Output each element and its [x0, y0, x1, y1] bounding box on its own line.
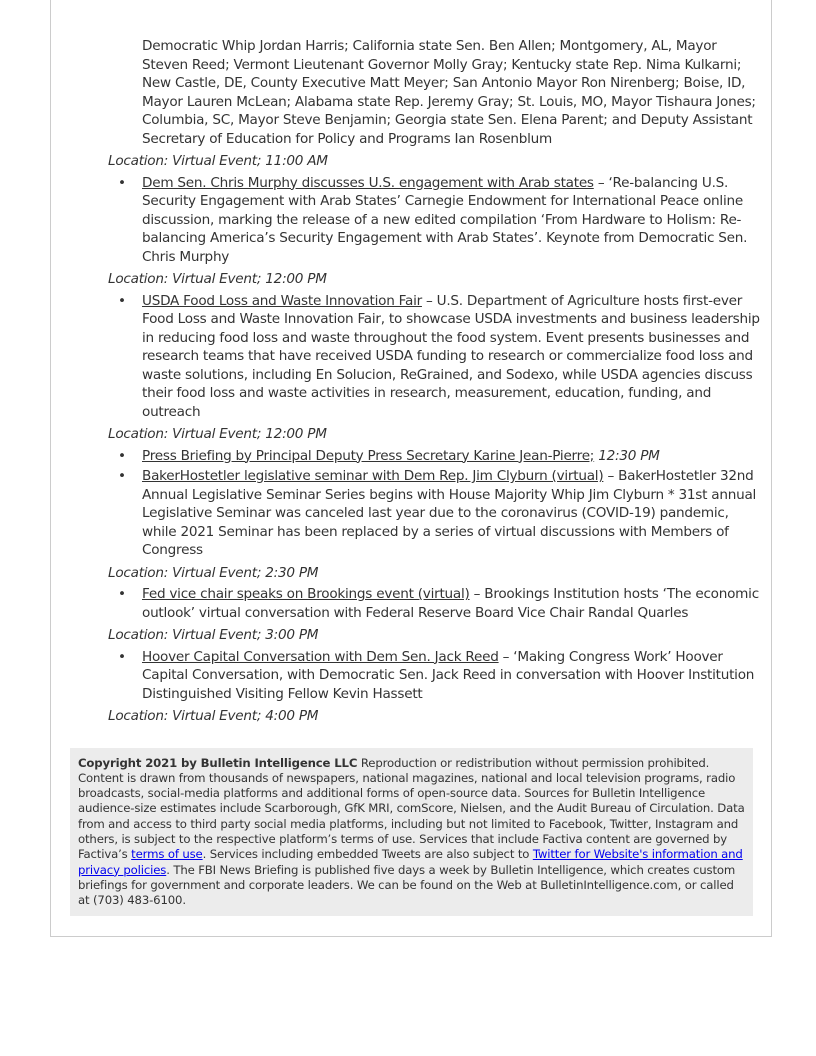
event-bullets [108, 174, 760, 267]
event-bullets [108, 648, 760, 704]
event-blocks [108, 152, 760, 726]
event-location: Location: Virtual Event; 12:00 PM [108, 426, 327, 442]
email-frame [50, 0, 772, 937]
event-title-link[interactable]: Dem Sen. Chris Murphy discusses U.S. engagement with Arab states [142, 174, 594, 191]
terms-of-use-link[interactable]: terms of use [131, 847, 203, 862]
event-title-link[interactable]: USDA Food Loss and Waste Innovation Fair [142, 292, 422, 309]
event-description: – U.S. Department of Agriculture hosts first-ever Food Loss and Waste Innovation Fair, to showcase USDA investments and business leadership in reducing food loss and waste throughout the food system. Event presents businesses and research teams that have received USDA funding to research or commercialize food loss and waste solutions, including En Solucion, ReGrained, and Sodexo, while USDA agencies discuss their food loss and waste activities in research, measurement, education, funding, and outreach [142, 292, 760, 420]
footer-text: . The FBI News Briefing is published five days a week by Bulletin Intelligence, which creates custom briefings for government and corporate leaders. We can be found on the Web at BulletinIntelligence.com, or called at (703) 483-6100. [78, 862, 736, 908]
event-bullets [108, 447, 760, 560]
event-title-link[interactable]: Press Briefing by Principal Deputy Press Secretary Karine Jean-Pierre; [142, 447, 595, 464]
event-location: Location: Virtual Event; 2:30 PM [108, 564, 319, 581]
event-title-link[interactable]: BakerHostetler legislative seminar with Dem Rep. Jim Clyburn (virtual) [142, 468, 604, 484]
event-item [142, 447, 760, 466]
event-item [142, 585, 760, 622]
footer-text: Reproduction or redistribution without permission prohibited. Content is drawn from thousands of newspapers, national magazines, national and local television programs, radio broadcasts, social-media platforms and additional forms of open-source data. Sources for Bulletin Intelligence audience-size estimates include Scarborough, GfK MRI, comScore, Nielsen, and the Audit Bureau of Circulation. Data from and access to third party social media platforms, including but not limited to Facebook, Twitter, Instagram and others, is subject to the respective platform’s terms of use. Services that include Factiva content are governed by Factiva’s [78, 755, 745, 862]
copyright-footer [70, 748, 753, 917]
event-description: – Brookings Institution hosts ‘The economic outlook’ virtual conversation with Federal Reserve Board Vice Chair Randal Quarles [142, 586, 759, 621]
event-title-link[interactable]: Hoover Capital Conversation with Dem Sen. Jack Reed [142, 648, 499, 665]
event-item [142, 174, 760, 267]
event-bullets [108, 292, 760, 422]
event-item [142, 292, 760, 422]
event-location: Location: Virtual Event; 11:00 AM [108, 153, 328, 169]
event-description: – BakerHostetler 32nd Annual Legislative Seminar Series begins with House Majority Whip Jim Clyburn * 31st annual Legislative Seminar was canceled last year due to the coronavirus (COVID-19) pandemic, while 2021 Seminar has been replaced by a series of virtual discussions with Members of Congress [142, 468, 757, 558]
copyright-heading: Copyright 2021 by Bulletin Intelligence LLC [78, 755, 358, 770]
event-item [142, 648, 760, 704]
event-location: Location: Virtual Event; 3:00 PM [108, 627, 319, 643]
footer-text: . Services including embedded Tweets are also subject to [202, 847, 533, 862]
event-title-link[interactable]: Fed vice chair speaks on Brookings event (virtual) [142, 586, 470, 602]
twitter-policy-link[interactable]: Twitter for Website's information and privacy policies [78, 847, 743, 877]
event-list [108, 37, 760, 726]
event-bullets [108, 585, 760, 622]
event-time: 12:30 PM [594, 447, 660, 464]
event-location: Location: Virtual Event; 4:00 PM [108, 708, 319, 724]
event-item [142, 467, 760, 560]
event-location: Location: Virtual Event; 12:00 PM [108, 271, 327, 287]
event-description: – ‘Re-balancing U.S. Security Engagement with Arab States’ Carnegie Endowment for International Peace online discussion, marking the release of a new edited compilation ‘From Hardware to Holism: Re-balancing America’s Security Engagement with Arab States’. Keynote from Democratic Sen. Chris Murphy [142, 174, 748, 265]
event-description: – ‘Making Congress Work’ Hoover Capital Conversation, with Democratic Sen. Jack Reed in conversation with Hoover Institution Distinguished Visiting Fellow Kevin Hassett [142, 648, 755, 702]
intro-text: Democratic Whip Jordan Harris; California state Sen. Ben Allen; Montgomery, AL, Mayor Steven Reed; Vermont Lieutenant Governor Molly Gray; Kentucky state Rep. Nima Kulkarni; New Castle, DE, County Executive Matt Meyer; San Antonio Mayor Ron Nirenberg; Boise, ID, Mayor Lauren McLean; Alabama state Rep. Jeremy Gray; St. Louis, MO, Mayor Tishaura Jones; Columbia, SC, Mayor Steve Benjamin; Georgia state Sen. Elena Parent; and Deputy Assistant Secretary of Education for Policy and Programs Ian Rosenblum [142, 38, 756, 147]
